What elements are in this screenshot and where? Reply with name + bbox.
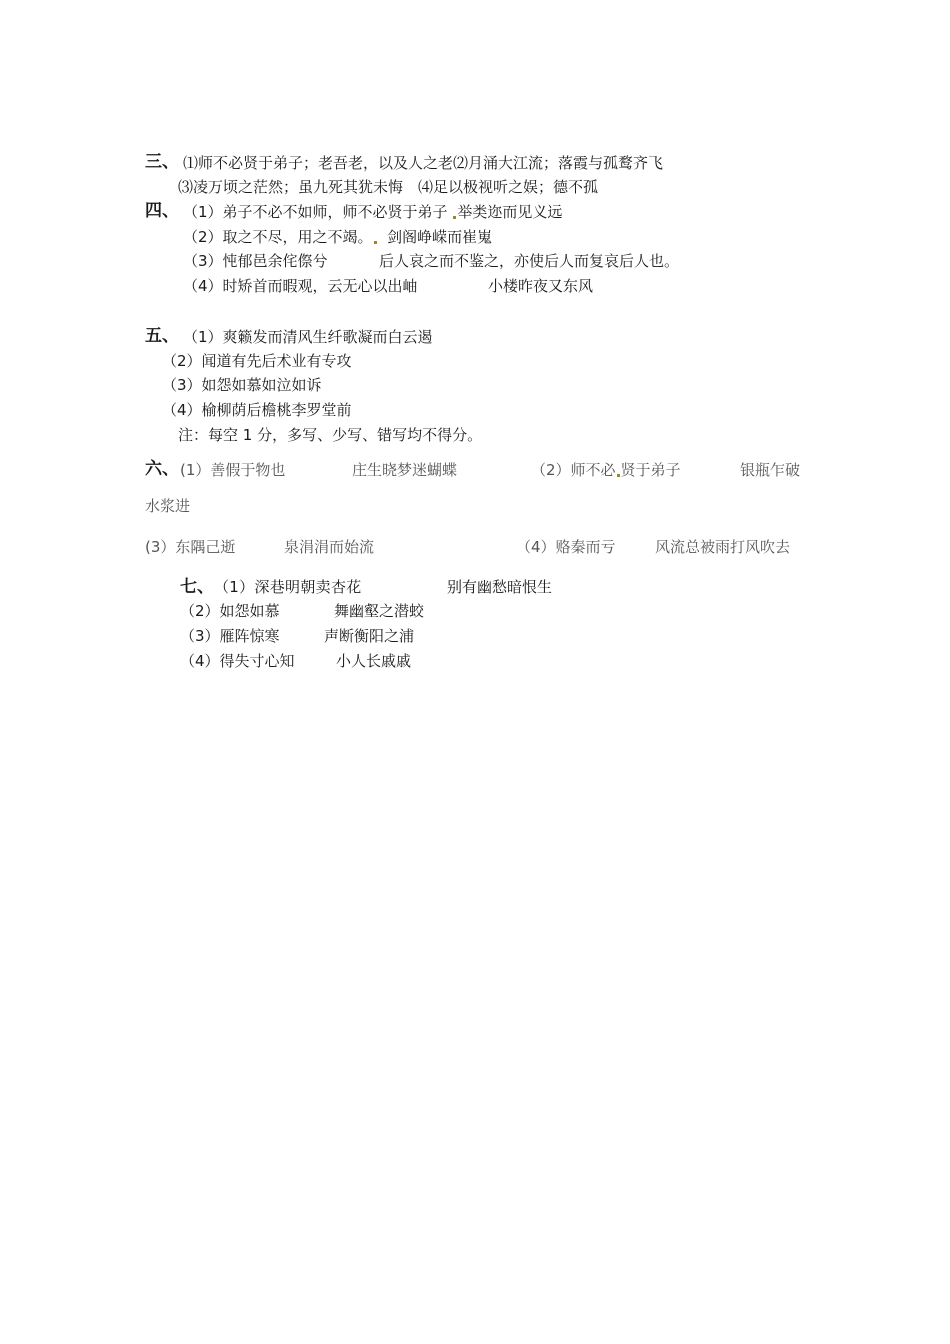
section-7-line-4b: 小人长戚戚 [336, 652, 412, 670]
section-4-line-4b: 小楼昨夜又东风 [488, 277, 594, 295]
section-4-heading: 四、 [145, 201, 179, 221]
section-6-answer-4: 银瓶乍破 [740, 461, 801, 479]
section-6-answer-4-continued: 水浆进 [145, 497, 191, 515]
section-7-line-1b: 别有幽愁暗恨生 [447, 578, 553, 596]
section-3-line-1: ⑴师不必贤于弟子；老吾老，以及人之老⑵月涌大江流；落霞与孤鹜齐飞 [183, 154, 664, 172]
section-4-line-1-text-b: 举类迩而见义远 [457, 203, 563, 221]
section-6-answer-3 [531, 460, 681, 480]
section-4-line-2-text-a: （2）取之不尽，用之不竭。 [183, 228, 373, 246]
section-4-line-3b: 后人哀之而不鉴之，亦使后人而复哀后人也。 [379, 252, 680, 270]
section-6-answer-7: （4）赂秦而亏 [516, 538, 616, 556]
section-7-line-4a: （4）得失寸心知 [180, 652, 295, 670]
section-4-line-2 [183, 227, 492, 247]
section-6-heading: 六、 [145, 459, 179, 479]
section-7-heading: 七、 [180, 577, 214, 597]
section-4-line-2-text-b: 剑阁峥嵘而崔嵬 [377, 228, 493, 246]
section-5-line-1: （1）爽籁发而清风生纤歌凝而白云遏 [183, 328, 433, 346]
mark-dot [617, 474, 620, 477]
section-6-answer-3-text-a: （2）师不必 [531, 461, 616, 479]
section-6-answer-2: 庄生晓梦迷蝴蝶 [352, 461, 458, 479]
section-7-line-2a: （2）如怨如慕 [180, 602, 280, 620]
section-5-heading: 五、 [145, 326, 179, 346]
mark-dot [374, 241, 377, 244]
section-4-line-3a: （3）忳郁邑余侘傺兮 [183, 252, 328, 270]
section-6-answer-8: 风流总被雨打风吹去 [655, 538, 791, 556]
section-6-answer-1: (1）善假于物也 [180, 461, 286, 479]
section-6-answer-5: (3）东隅己逝 [145, 538, 236, 556]
mark-dot [453, 216, 456, 219]
section-7-line-2b: 舞幽壑之潜蛟 [334, 602, 425, 620]
section-5-line-2: （2）闻道有先后术业有专攻 [162, 352, 352, 370]
section-5-note: 注：每空 1 分，多写、少写、错写均不得分。 [178, 426, 483, 444]
section-6-answer-6: 泉涓涓而始流 [284, 538, 375, 556]
section-4-line-4a: （4）时矫首而暇观，云无心以出岫 [183, 277, 418, 295]
section-4-line-1 [183, 202, 562, 222]
section-7-line-3b: 声断衡阳之浦 [324, 627, 415, 645]
section-3-line-2: ⑶凌万顷之茫然；虽九死其犹未悔 ⑷足以极视听之娱；德不孤 [178, 178, 599, 196]
section-3-heading: 三、 [145, 152, 179, 172]
section-7-line-1a: （1）深巷明朝卖杏花 [214, 578, 362, 596]
section-6-answer-3-text-b: 贤于弟子 [620, 461, 681, 479]
section-4-line-1-text-a: （1）弟子不必不如师，师不必贤于弟子 [183, 203, 453, 221]
section-7-line-3a: （3）雁阵惊寒 [180, 627, 280, 645]
section-5-line-3: （3）如怨如慕如泣如诉 [162, 376, 322, 394]
section-5-line-4: （4）榆柳荫后檐桃李罗堂前 [162, 401, 352, 419]
